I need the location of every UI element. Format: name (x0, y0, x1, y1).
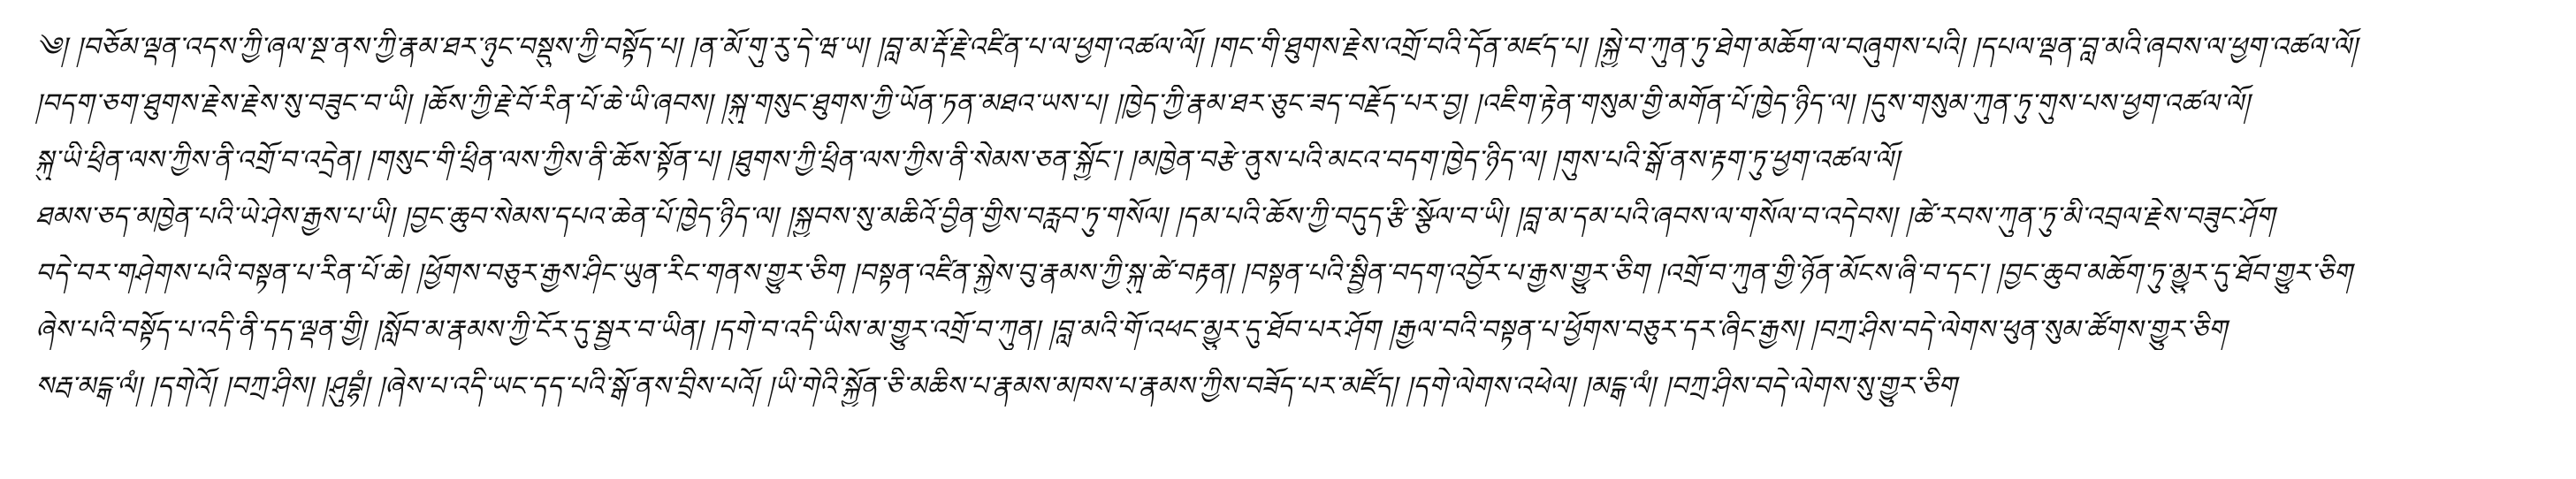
text-line-4: ཐམས་ཅད་མཁྱེན་པའི་ཡེ་ཤེས་རྒྱས་པ་ཡི། །བྱང་ཆུབ་སེམས་དཔའ་ཆེན་པོ་ཁྱེད་ཉིད་ལ། །སྐྱབས་སུ་མཆིའོ་བྱིན་གྱིས་བརླབ་ཏུ་གསོལ། །དམ་པའི་ཆོས་ཀྱི་བདུད་རྩི་སྩོལ་བ་ཡི། །བླ་མ་དམ་པའི་ཞབས་ལ་གསོལ་བ་འདེབས། །ཚེ་རབས་ཀུན་ཏུ་མི་འབྲལ་རྗེས་བཟུང་ཤོག (35, 201, 2275, 232)
text-line-5: བདེ་བར་གཤེགས་པའི་བསྟན་པ་རིན་པོ་ཆེ། །ཕྱོགས་བཅུར་རྒྱས་ཤིང་ཡུན་རིང་གནས་གྱུར་ཅིག །བསྟན་འཛིན་སྐྱེས་བུ་རྣམས་ཀྱི་སྐུ་ཚེ་བརྟན། །བསྟན་པའི་སྦྱིན་བདག་འབྱོར་པ་རྒྱས་གྱུར་ཅིག །འགྲོ་བ་ཀུན་གྱི་ཉོན་མོངས་ཞི་བ་དང་། །བྱང་ཆུབ་མཆོག་ཏུ་མྱུར་དུ་ཐོབ་གྱུར་ཅིག (35, 258, 2352, 289)
text-line-3: སྐུ་ཡི་ཕྲིན་ལས་ཀྱིས་ནི་འགྲོ་བ་འདྲེན། །གསུང་གི་ཕྲིན་ལས་ཀྱིས་ནི་ཆོས་སྟོན་པ། །ཐུགས་ཀྱི་ཕྲིན་ལས་ཀྱིས་ནི་སེམས་ཅན་སྐྱོང་། །མཁྱེན་བརྩེ་ནུས་པའི་མངའ་བདག་ཁྱེད་ཉིད་ལ། །གུས་པའི་སྒོ་ནས་རྟག་ཏུ་ཕྱག་འཚལ་ལོ། (35, 145, 1900, 176)
text-line-2: །བདག་ཅག་ཐུགས་རྗེས་རྗེས་སུ་བཟུང་བ་ཡི། །ཆོས་ཀྱི་རྗེ་བོ་རིན་པོ་ཆེ་ཡི་ཞབས། །སྐུ་གསུང་ཐུགས་ཀྱི་ཡོན་ཏན་མཐའ་ཡས་པ། །ཁྱེད་ཀྱི་རྣམ་ཐར་ཅུང་ཟད་བརྗོད་པར་བྱ། །འཇིག་རྟེན་གསུམ་གྱི་མགོན་པོ་ཁྱེད་ཉིད་ལ། །དུས་གསུམ་ཀུན་ཏུ་གུས་པས་ཕྱག་འཚལ་ལོ། (35, 88, 2250, 119)
text-line-1: ༄། །བཅོམ་ལྡན་འདས་ཀྱི་ཞལ་སྔ་ནས་ཀྱི་རྣམ་ཐར་ཉུང་བསྡུས་ཀྱི་བསྟོད་པ། །ན་མོ་གུ་རུ་དེ་ཝ་ཡ། །བླ་མ་རྡོ་རྗེ་འཛིན་པ་ལ་ཕྱག་འཚལ་ལོ། །གང་གི་ཐུགས་རྗེས་འགྲོ་བའི་དོན་མཛད་པ། །སྐྱེ་བ་ཀུན་ཏུ་ཐེག་མཆོག་ལ་བཞུགས་པའི། །དཔལ་ལྡན་བླ་མའི་ཞབས་ལ་ཕྱག་འཚལ་ལོ། (35, 32, 2358, 63)
text-line-6: ཞེས་པའི་བསྟོད་པ་འདི་ནི་དད་ལྡན་གྱི། །སློབ་མ་རྣམས་ཀྱི་ངོར་དུ་སྦྱར་བ་ཡིན། །དགེ་བ་འདི་ཡིས་མ་གྱུར་འགྲོ་བ་ཀུན། །བླ་མའི་གོ་འཕང་མྱུར་དུ་ཐོབ་པར་ཤོག །རྒྱལ་བའི་བསྟན་པ་ཕྱོགས་བཅུར་དར་ཞིང་རྒྱས། །བཀྲ་ཤིས་བདེ་ལེགས་ཕུན་སུམ་ཚོགས་གྱུར་ཅིག (35, 315, 2228, 346)
text-line-7: སརྦ་མངྒ་ལཾ། །དགེའོ། །བཀྲ་ཤིས། །ཤུབྷཾ། །ཞེས་པ་འདི་ཡང་དད་པའི་སྒོ་ནས་བྲིས་པའོ། །ཡི་གེའི་སྐྱོན་ཅི་མཆིས་པ་རྣམས་མཁས་པ་རྣམས་ཀྱིས་བཟོད་པར་མཛོད། །དགེ་ལེགས་འཕེལ། །མངྒ་ལཾ། །བཀྲ་ཤིས་བདེ་ལེགས་སུ་གྱུར་ཅིག (35, 371, 1957, 402)
